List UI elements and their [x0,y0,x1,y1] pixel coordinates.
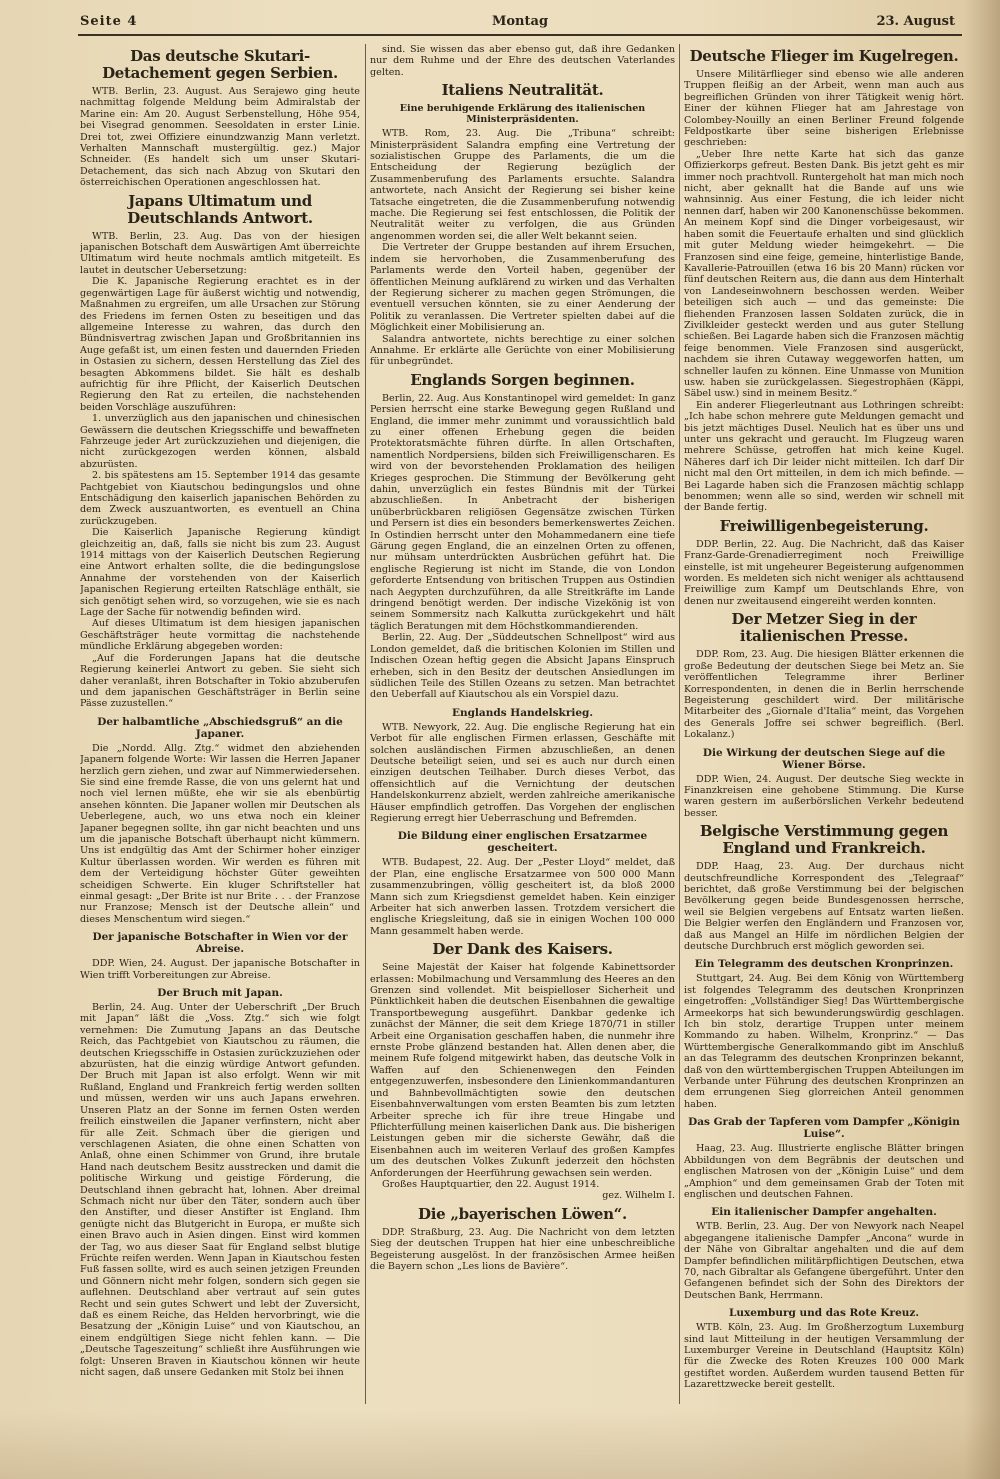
day-label: Montag [492,14,549,29]
paragraph: Seine Majestät der Kaiser hat folgende Kabinettsorder erlassen: Mobilmachung und Versammlung des Heeres an den Grenzen sind vollendet. Mit beispielloser Sicherheit und Pünktlichkeit haben die deutschen Eisenbahnen die gewaltige Transportbewegung ausgeführt. Dankbar gedenke ich zunächst der Männer, die seit dem Kriege 1870/71 in stiller Arbeit eine Organisation geschaffen haben, die nunmehr ihre ernste Probe glänzend bestanden hat. Allen denen aber, die meinem Rufe folgend mitgewirkt haben, das deutsche Volk in Waffen auf den Schienenwegen den Feinden entgegenzuwerfen, insbesondere den Linienkommandanturen und Bahnbevollmächtigten sowie den deutschen Eisenbahnverwaltungen vom ersten Beamten bis zum letzten Arbeiter spreche ich für ihre treue Hingabe und Pflichterfüllung meinen kaiserlichen Dank aus. Die bisherigen Leistungen geben mir die sicherste Gewähr, daß die Eisenbahnen auch im weiteren Verlauf des großen Kampfes um des deutschen Volkes Zukunft jederzeit den höchsten Anforderungen der Heerführung gewachsen sein werden. [370,962,675,1179]
header-rule [78,34,962,36]
paragraph: WTB. Newyork, 22. Aug. Die englische Regierung hat ein Verbot für alle englischen Firmen erlassen, Geschäfte mit solchen ausländischen Firmen abzuschließen, an denen Deutsche beteiligt seien, und sei es auch nur durch einen einzigen deutschen Teilhaber. Durch dieses Verbot, das offensichtlich auf die Vernichtung der deutschen Handelskonkurrenz abzielt, werden zahlreiche amerikanische Häuser empfindlich getroffen. Das Vorgehen der englischen Regierung erregt hier Ueberraschung und Befremden. [370,721,675,824]
paragraph: DDP. Wien, 24. August. Der japanische Botschafter in Wien trifft Vorbereitungen zur Abreise. [80,958,360,981]
paragraph: 1. unverzüglich aus den japanischen und chinesischen Gewässern die deutschen Kriegsschiffe und bewaffneten Fahrzeuge jeder Art zurückzuziehen und diejenigen, die nicht zurückgezogen werden können, alsbald abzurüsten. [80,413,360,470]
paragraph: Die Kaiserlich Japanische Regierung kündigt gleichzeitig an, daß, falls sie nicht bis zum 23. August 1914 mittags von der Kaiserlich Deutschen Regierung eine Antwort erhalten sollte, die die bedingungslose Annahme der vorstehenden von der Kaiserlich Japanischen Regierung erteilten Ratschläge enthält, sie sich genötigt sehen wird, so vorzugehen, wie sie es nach Lage der Sache für notwendig befinden wird. [80,527,360,619]
column-divider [679,44,680,1404]
paragraph: Großes Hauptquartier, den 22. August 1914. [382,1178,600,1190]
column-divider [365,44,366,1404]
paragraph: Haag, 23. Aug. Illustrierte englische Blätter bringen Abbildungen von dem Begräbnis der deutschen und englischen Matrosen von der „Königin Luise“ und dem „Amphion“ und dem gemeinsamen Grab der Toten mit englischen und deutschen Fahnen. [684,1143,964,1200]
subheadline: Ein italienischer Dampfer angehalten. [711,1206,937,1219]
paragraph: WTB. Rom, 23. Aug. Die „Tribuna“ schreibt: Ministerpräsident Salandra empfing eine Vertretung der sozialistischen Gruppe des Parlaments, die um die Entscheidung der Regierung bezüglich der Zusammenberufung des Parlaments ersuchte. Salandra antwortete, nach Ansicht der Regierung sei bisher keine Tatsache eingetreten, die die Zusammenberufung notwendig mache. Die Regierung sei fest entschlossen, die Politik der Neutralität weiter zu verfolgen, die aus Gründen angenommen worden sei, die aller Welt bekannt seien. [370,128,675,242]
paragraph: DDP. Berlin, 22. Aug. Die Nachricht, daß das Kaiser Franz-Garde-Grenadierregiment noch Freiwillige einstelle, ist mit ungeheurer Begeisterung aufgenommen worden. Es meldeten sich nicht weniger als achttausend Freiwillige zum Kampf um Deutschlands Ehre, von denen nur zweitausend eingereiht werden konnten. [684,538,964,607]
paragraph: Die „Nordd. Allg. Ztg.“ widmet den abziehenden Japanern folgende Worte: Wir lassen die Herren Japaner herzlich gern ziehen, und zwar auf Nimmerwiedersehen. Sie sind eine fremde Rasse, die von uns gelernt hat und noch viel lernen müßte, ehe wir sie als ebenbürtig ansehen könnten. Die Japaner wollen mir Deutschen als Ueberlegene, auch, wo uns etwa noch ein kleiner Japaner begegnen sollte, ihn gar nicht beachten und uns um die japanische Botschaft überhaupt nicht kümmern. Uns ist endgültig das Amt der Schirmer hoher einziger Kultur überlassen worden. Wir werden es führen mit dem der Verteidigung höchster Güter geweihten scheidigen Schwerte. Ein kluger Schriftsteller hat einmal gesagt: „Der Brite ist nur Brite . . . der Franzose nur Franzose; Mensch ist der Deutsche allein“ und dieses Menschentum wird siegen.“ [80,742,360,925]
headline: Japans Ultimatum und Deutschlands Antwort. [127,191,313,227]
paragraph: WTB. Köln, 23. Aug. Im Großherzogtum Luxemburg sind laut Mitteilung in der heutigen Versammlung der Luxemburger Vereine in Deutschland (Hauptsitz Köln) für die Zwecke des Roten Kreuzes 100 000 Mark gestiftet worden. Außerdem wurden tausend Betten für Lazarettzwecke bereit gestellt. [684,1322,964,1391]
paragraph: Unsere Militärflieger sind ebenso wie alle anderen Truppen fleißig an der Arbeit, wenn man auch aus begreiflichen Gründen von ihrer Tätigkeit wenig hört. Einer der kühnen Flieger hat am Jahrestage von Colombey-Nouilly an einen Berliner Freund folgende Feldpostkarte über seine bisherigen Erlebnisse geschrieben: [684,69,964,149]
column-3 [684,44,964,1391]
paragraph: „Auf die Forderungen Japans hat die deutsche Regierung keinerlei Antwort zu geben. Sie sieht sich daher veranlaßt, ihren Botschafter in Tokio abzuberufen und dem japanischen Geschäftsträger in Berlin seine Pässe zuzustellen.“ [80,652,360,710]
subheadline: Der halbamtliche „Abschiedsgruß“ an die Japaner. [97,715,343,740]
headline: Der Metzer Sieg in der italienischen Presse. [731,610,917,646]
subheadline: Das Grab der Tapferen vom Dampfer „Königin Luise“. [688,1116,960,1141]
subheadline: Der Bruch mit Japan. [157,987,283,1000]
paragraph: sind. Sie wissen das aber ebenso gut, daß ihre Gedanken nur dem Ruhme und der Ehre des deutschen Vaterlandes gelten. [370,44,675,78]
subheadline: Ein Telegramm des deutschen Kronprinzen. [694,958,954,971]
page-edge-shadow [964,0,1000,1479]
subheadline: Englands Handelskrieg. [451,706,594,719]
paragraph: Ein anderer Fliegerleutnant aus Lothringen schreibt: „Ich habe schon mehrere gute Meldungen gemacht und bis jetzt mächtiges Dusel. Neulich hat es über uns und unter uns gekracht und geraucht. Im Flugzeug waren mehrere Schüsse, getroffen hat mich keine Kugel. Näheres darf ich Dir leider nicht mitteilen. Ich darf Dir nicht mal den Ort mitteilen, in dem ich mich befinde. — Bei Lagarde haben sich die Franzosen mächtig schlapp benommen; wenn alle so sind, werden wir schnell mit der Bande fertig. [684,399,964,514]
paragraph: „Ueber Ihre nette Karte hat sich das ganze Offizierkorps gefreut. Besten Dank. Bis jetzt geht es mir immer noch prachtvoll. Runtergeholt hat man mich noch nicht, aber geknallt hat die Bande auf uns wie wahnsinnig. Aus einer Festung, die ich leider nicht nennen darf, haben wir 200 Kanonenschüsse bekommen. An meinem Kopf sind die Dinger vorbeigesaust, wir haben somit die Feuertaufe erhalten und sind glücklich mit guter Meldung wieder heimgekehrt. — Die Franzosen sind eine feige, gemeine, hinterlistige Bande, Kavallerie-Patrouillen (etwa 16 bis 20 Mann) rücken vor fünf deutschen Reitern aus, die dann aus dem Hinterhalt von Landeseinwohnern beschossen werden. Weiber beteiligen sich auch — und das gemeinste: Die fliehenden Franzosen lassen Soldaten zurück, die in Zivilkleider gesteckt werden und aus guter Stellung schießen. Bei Lagarde haben sich die Franzosen mächtig feige benommen. Viele Franzosen sind ausgerückt, nachdem sie ihren Cutaway weggeworfen hatten, um schneller laufen zu können. Eine Unmasse von Munition usw. haben sie zurückgelassen. Siegestrophäen (Käppi, Säbel usw.) sind in meinem Besitz.“ [684,148,964,400]
paragraph: DDP. Wien, 24. August. Der deutsche Sieg weckte in Finanzkreisen eine gehobene Stimmung. Die Kurse waren gestern im außerbörslichen Verkehr bedeutend besser. [684,773,964,819]
subheadline: Die Wirkung der deutschen Siege auf die Wiener Börse. [702,746,946,771]
deck: Eine beruhigende Erklärung des italienischen Ministerpräsidenten. [399,103,646,126]
headline: Die „bayerischen Löwen“. [418,1204,627,1223]
paragraph: Die K. Japanische Regierung erachtet es in der gegenwärtigen Lage für äußerst wichtig und notwendig, Maßnahmen zu ergreifen, um alle Ursachen zur Störung des Friedens im fernen Osten zu beseitigen und das allgemeine Interesse zu wahren, das durch den Bündnisvertrag zwischen Japan und Großbritannien ins Auge gefaßt ist, um einen festen und dauernden Frieden in Ostasien zu sichern, dessen Herstellung das Ziel des besagten Abkommens bildet. Sie hält es deshalb aufrichtig für ihre Pflicht, der Kaiserlich Deutschen Regierung den Rat zu erteilen, die nachstehenden beiden Vorschläge auszuführen: [80,276,360,413]
signature: gez. Wilhelm I. [602,1190,675,1202]
headline: Deutsche Flieger im Kugelregen. [689,47,959,65]
paragraph: Salandra antwortete, nichts berechtige zu einer solchen Annahme. Er erklärte alle Gerüchte von einer Mobilisierung für unbegründet. [370,333,675,368]
paragraph: Die Vertreter der Gruppe bestanden auf ihrem Ersuchen, indem sie hervorhoben, die Zusammenberufung des Parlaments werde den Vorteil haben, gegenüber der öffentlichen Meinung aufklärend zu wirken und das Verhalten der Regierung sicherer zu machen gegen Strömungen, die eventuell versuchen könnten, sie zu einer Aenderung der Politik zu veranlassen. Die Vertreter spielten dabei auf die Möglichkeit einer Mobilisierung an. [370,242,675,334]
column-1 [80,44,360,1378]
paragraph: DDP. Rom, 23. Aug. Die hiesigen Blätter erkennen die große Bedeutung der deutschen Siege bei Metz an. Sie veröffentlichen Telegramme ihrer Berliner Korrespondenten, in denen die in Berlin herrschende Begeisterung geschildert wird. Der militärische Mitarbeiter des „Giornale d'Italia“ meint, das Vorgehen des Generals Joffre sei schwer begreiflich. (Berl. Lokalanz.) [684,649,964,741]
headline: Englands Sorgen beginnen. [410,370,635,389]
paragraph: DDP. Straßburg, 23. Aug. Die Nachricht von dem letzten Sieg der deutschen Truppen hat hier eine unbeschreibliche Begeisterung ausgelöst. In der französischen Armee heißen die Bayern schon „Les lions de Bavière“. [370,1226,675,1272]
page-number: Seite 4 [80,14,138,29]
subheadline: Der japanische Botschafter in Wien vor der Abreise. [92,931,348,956]
paragraph: WTB. Berlin, 23. August. Aus Serajewo ging heute nachmittag folgende Meldung beim Admiralstab der Marine ein: Am 20. August Serbenstellung, Höhe 954, bei Visegrad genommen. Seesoldaten in erster Linie. Drei tot, zwei Offiziere einundzwanzig Mann verletzt. Verhalten Mannschaft mustergültig. gez.) Major Schneider. (Es handelt sich um unser Skutari-Detachement, das sich nach Abzug von Skutari den österreichischen Operationen angeschlossen hat. [80,86,360,189]
paragraph: 2. bis spätestens am 15. September 1914 das gesamte Pachtgebiet von Kiautschou bedingungslos und ohne Entschädigung den kaiserlich japanischen Behörden zu dem Zweck auszuantworten, es eventuell an China zurückzugeben. [80,470,360,527]
headline: Der Dank des Kaisers. [432,940,613,959]
paragraph: Berlin, 24. Aug. Unter der Ueberschrift „Der Bruch mit Japan“ läßt die „Voss. Ztg.“ sich wie folgt vernehmen: Die Zumutung Japans an das Deutsche Reich, das Pachtgebiet von Kiautschou zu räumen, die deutschen Kriegsschiffe in Ostasien zurückzuziehen oder abzurüsten, hat die einzig würdige Antwort gefunden. Der Bruch mit Japan ist also erfolgt. Wenn wir mit Rußland, England und Frankreich fertig werden sollten und müssen, werden wir uns auch Japans erwehren. Unseren Platz an der Sonne im fernen Osten werden freilich einstweilen die Japaner verfinstern, nicht aber für alle Zeit. Schmach über die gierigen und verschlagenen Asiaten, die ohne einen Schatten von Anlaß, ohne einen Schimmer von Grund, ihre brutale Hand nach deutschem Besitz ausstrecken und damit die politische Wirkung und geistige Förderung, die Deutschland ihnen gebracht hat, lohnen. Aber dreimal Schmach nicht nur über den Täter, sondern auch über den Anstifter, und dieser Anstifter ist England. Ihm genügte nicht das Blutgericht in Europa, er mußte sich einen Bravo auch in Asien dingen. Einst wird kommen der Tag, wo aus dieser Saat für England selbst blutige Früchte reifen werden. Wenn Japan in Kiautschou festen Fuß fassen sollte, wird es auch seinen jetzigen Freunden und Gönnern nicht mehr folgen, sondern sich gegen sie auflehnen. Deutschland aber vertraut auf sein gutes Recht und sein gutes Schwert und lebt der Zuversicht, daß es einem Reiche, das Helden hervorbringt, wie die Besatzung der „Königin Luise“ und von Kiautschou, an einem endgültigen Siege nicht fehlen kann. — Die „Deutsche Tageszeitung“ schließt ihre Ausführungen wie folgt: Unseren Braven in Kiautschou können wir heute nicht sagen, daß unsere Gedanken mit Stolz bei ihnen [80,1002,360,1379]
subheadline: Luxemburg und das Rote Kreuz. [728,1307,920,1320]
paragraph: DDP. Haag, 23. Aug. Der durchaus nicht deutschfreundliche Korrespondent des „Telegraaf“ berichtet, daß große Verstimmung bei der belgischen Bevölkerung gegen beide Bundesgenossen herrsche, weil sie Belgien vergebens auf Entsatz warten ließen. Die Belgier werfen den Engländern und Franzosen vor, daß aus Mangel an Hilfe im nördlichen Belgien der deutsche Durchbruch erst möglich geworden sei. [684,861,964,952]
subheadline: Die Bildung einer englischen Ersatzarmee gescheitert. [397,830,648,855]
paragraph: WTB. Berlin, 23. Aug. Der von Newyork nach Neapel abgegangene italienische Dampfer „Ancona“ wurde in der Nähe von Gibraltar angehalten und die auf dem Dampfer befindlichen militärpflichtigen Deutschen, etwa 70, nach Gibraltar als Gefangene übergeführt. Unter den Gefangenen befindet sich der Sohn des Direktors der Deutschen Bank, Herrmann. [684,1221,964,1301]
headline: Italiens Neutralität. [441,81,604,100]
paragraph: Berlin, 22. Aug. Aus Konstantinopel wird gemeldet: In ganz Persien herrscht eine starke Bewegung gegen Rußland und England, die immer mehr zunimmt und voraussichtlich bald zu einer offenen Erhebung gegen die beiden Protektoratsmächte führen dürfte. In allen Ortschaften, namentlich Nordpersiens, bilden sich Freiwilligenscharen. Es wird von der bevorstehenden Proklamation des heiligen Krieges gesprochen. Die Stimmung der Bevölkerung geht dahin, unverzüglich ein festes Bündnis mit der Türkei abzuschließen. In Anbetracht der bisherigen unüberbrückbaren religiösen Gegensätze zwischen Türken und Persern ist dies ein besonders bemerkenswertes Zeichen. In Ostindien herrscht unter den Mohammedanern eine tiefe Gärung gegen England, die an einzelnen Orten zu offenen, nur mühsam unterdrückten Ausbrüchen geführt hat. Die englische Regierung ist nicht im Stande, die von London geforderte Entsendung von britischen Truppen aus Ostindien nach Aegypten durchzuführen, da alle Streitkräfte im Lande dringend benötigt werden. Der indische Vizekönig ist von seinem Sommersitz nach Kalkutta zurückgekehrt und hält täglich Beratungen mit dem Höchstkommandierenden. [370,392,675,632]
paragraph: Auf dieses Ultimatum ist dem hiesigen japanischen Geschäftsträger heute vormittag die nachstehende mündliche Erklärung abgegeben worden: [80,618,360,653]
headline: Das deutsche Skutari-Detachement gegen Serbien. [102,47,338,82]
headline: Freiwilligenbegeisterung. [719,516,929,535]
date-label: 23. August [876,14,955,29]
paragraph: WTB. Budapest, 22. Aug. Der „Pester Lloyd“ meldet, daß der Plan, eine englische Ersatzarmee von 500 000 Mann zusammenzubringen, völlig gescheitert ist, da bloß 2000 Mann sich zum Kriegsdienst gemeldet haben. Kein einziger Arbeiter hat sich anwerben lassen. Trotzdem versichert die englische Kriegsleitung, daß sie in einigen Wochen 100 000 Mann gesammelt haben werde. [370,857,675,937]
paragraph: WTB. Berlin, 23. Aug. Das von der hiesigen japanischen Botschaft dem Auswärtigen Amt überreichte Ultimatum wird heute nochmals amtlich mitgeteilt. Es lautet in deutscher Uebersetzung: [80,230,360,276]
paragraph: Berlin, 22. Aug. Der „Süddeutschen Schnellpost“ wird aus London gemeldet, daß die britischen Kolonien im Stillen und Indischen Ozean heftig gegen die Absicht Japans Einspruch erheben, sich in den Besitz der deutschen Ansiedlungen im südlichen Teile des Stillen Ozeans zu setzen. Man betrachtet den Ueberfall auf Kiautschou als ein Vorspiel dazu. [370,632,675,701]
headline: Belgische Verstimmung gegen England und Frankreich. [699,822,949,858]
column-2 [370,44,675,1272]
paragraph: Stuttgart, 24. Aug. Bei dem König von Württemberg ist folgendes Telegramm des deutschen Kronprinzen eingetroffen: „Vollständiger Sieg! Das Württembergische Armeekorps hat sich bewunderungswürdig geschlagen. Ich bin stolz, derartige Truppen unter meinem Kommando zu haben. Wilhelm, Kronprinz.“ — Das Württembergische Generalkommando gibt im Anschluß an das Telegramm des deutschen Kronprinzen bekannt, daß von den württembergischen Truppen Abteilungen im Verbande unter Führung des deutschen Kronprinzen an dem errungenen Sieg glorreichen Anteil genommen haben. [684,973,964,1110]
page-bottom-shadow [0,1410,1000,1479]
